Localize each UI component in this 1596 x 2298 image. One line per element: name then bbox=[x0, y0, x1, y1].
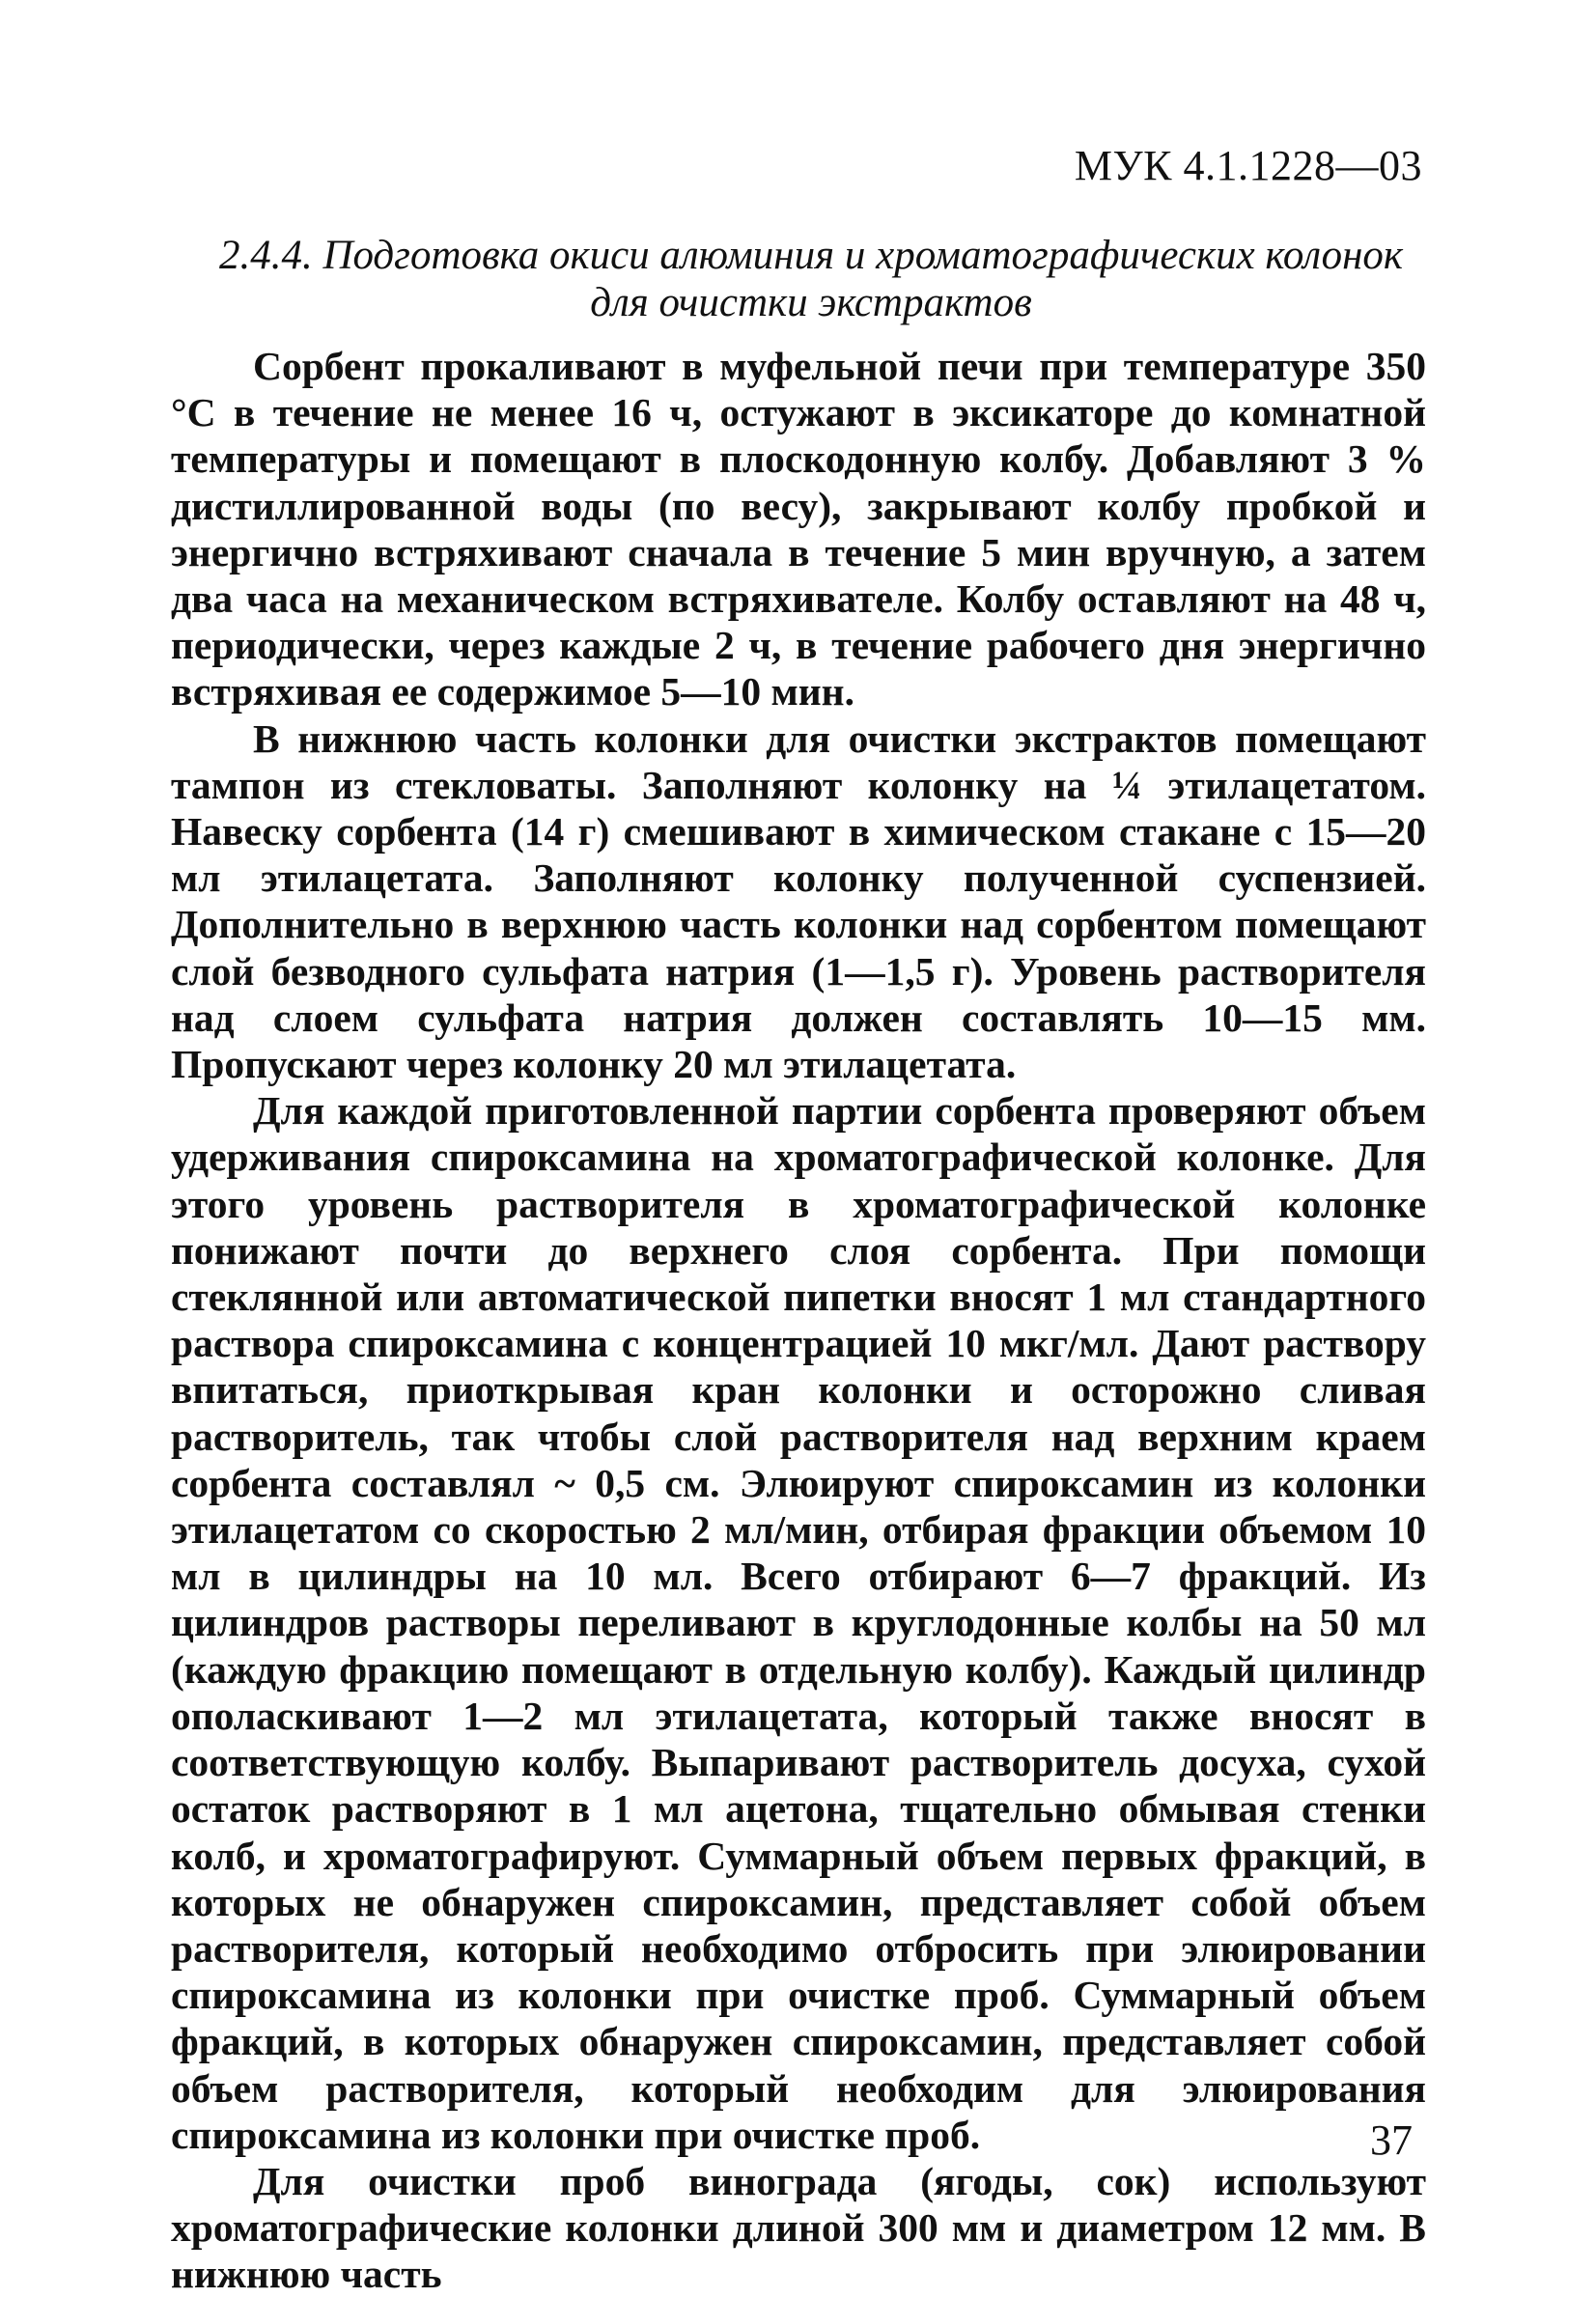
paragraph-sorbent-calcination: Сорбент прокаливают в муфельной печи при температуре 350 °С в течение не менее 16 ч, остужают в эксикаторе до комнатной температуры и помещают в плоскодонную колбу. Добавляют 3 % дистиллированной воды (по весу), закрывают колбу пробкой и энергично встряхивают сначала в течение 5 мин вручную, а затем два часа на механическом встряхивателе. Колбу оставляют на 48 ч, периодически, через каждые 2 ч, в течение рабочего дня энергично встряхивая ее содержимое 5—10 мин. bbox=[171, 344, 1426, 715]
page-number: 37 bbox=[1370, 2116, 1413, 2164]
paragraph-grape-cleanup: Для очистки проб винограда (ягоды, сок) используют хроматографические колонки длиной 300 мм и диаметром 12 мм. В нижнюю часть bbox=[171, 2158, 1426, 2297]
section-heading-line-1: 2.4.4. Подготовка окиси алюминия и хроматографических колонок bbox=[218, 233, 1404, 278]
paragraph-retention-volume: Для каждой приготовленной партии сорбента проверяют объем удерживания спироксамина на хроматографической колонке. Для этого уровень растворителя в хроматографической колонке понижают почти до верхнего слоя сорбента. При помощи стеклянной или автоматической пипетки вносят 1 мл стандартного раствора спироксамина с концентрацией 10 мкг/мл. Дают раствору впитаться, приоткрывая кран колонки и осторожно сливая растворитель, так чтобы слой растворителя над верхним краем сорбента составлял ~ 0,5 см. Элюируют спироксамин из колонки этилацетатом со скоростью 2 мл/мин, отбирая фракции объемом 10 мл в цилиндры на 10 мл. Всего отбирают 6—7 фракций. Из цилиндров растворы переливают в круглодонные колбы на 50 мл (каждую фракцию помещают в отдельную колбу). Каждый цилиндр ополаскивают 1—2 мл этилацетата, который также вносят в соответствующую колбу. Выпаривают растворитель досуха, сухой остаток растворяют в 1 мл ацетона, тщательно обмывая стенки колб, и хроматографируют. Суммарный объем первых фракций, в которых не обнаружен спироксамин, представляет собой объем растворителя, который необходимо отбросить при элюировании спироксамина из колонки при очистке проб. Суммарный объем фракций, в которых обнаружен спироксамин, представляет собой объем растворителя, который необходим для элюирования спироксамина из колонки при очистке проб. bbox=[171, 1088, 1426, 2157]
section-heading-line-2: для очистки экстрактов bbox=[590, 280, 1032, 325]
section-heading bbox=[183, 232, 1439, 326]
document-code: МУК 4.1.1228—03 bbox=[1074, 142, 1422, 189]
paragraph-column-packing: В нижнюю часть колонки для очистки экстрактов помещают тампон из стекловаты. Заполняют колонку на ¼ этилацетатом. Навеску сорбента (14 г) смешивают в химическом стакане с 15—20 мл этилацетата. Заполняют колонку полученной суспензией. Дополнительно в верхнюю часть колонки над сорбентом помещают слой безводного сульфата натрия (1—1,5 г). Уровень растворителя над слоем сульфата натрия должен составлять 10—15 мм. Пропускают через колонку 20 мл этилацетата. bbox=[171, 715, 1426, 1087]
body-text bbox=[171, 343, 1426, 2298]
